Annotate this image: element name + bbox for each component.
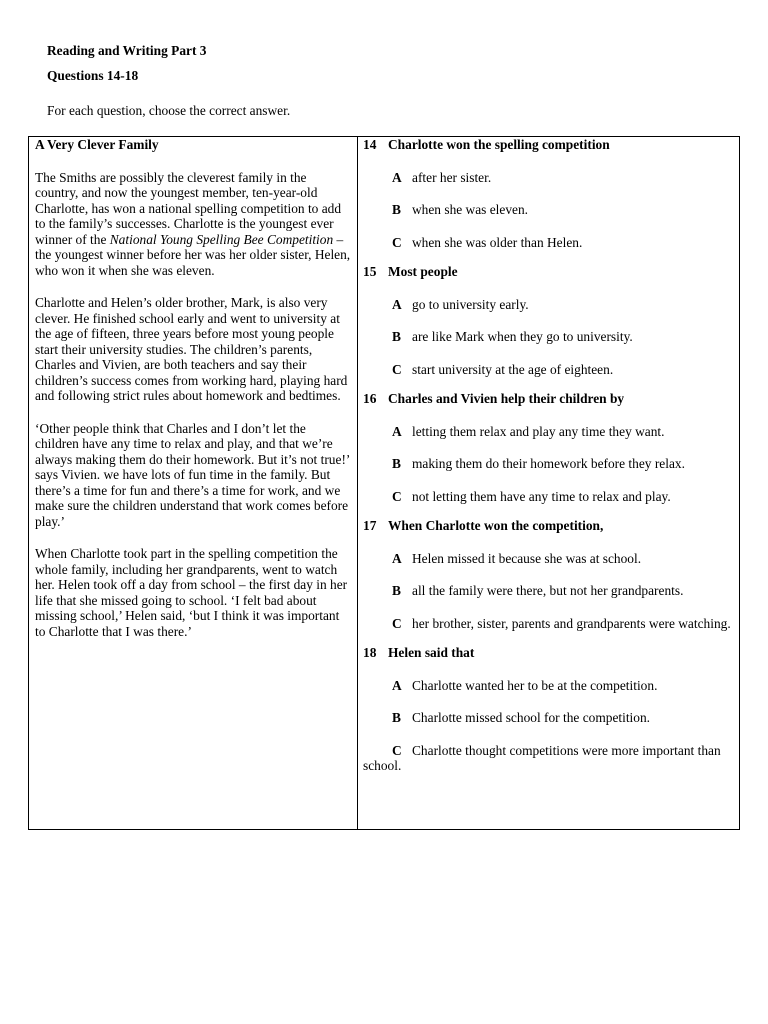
answer-option[interactable]: [363, 456, 733, 472]
question-16: [363, 391, 733, 504]
option-letter: B: [392, 456, 401, 471]
option-text: when she was eleven.: [412, 202, 529, 217]
question-17: [363, 518, 733, 631]
question-text: Charlotte won the spelling competition: [388, 137, 610, 152]
question-number: 15: [363, 264, 377, 279]
answer-option[interactable]: [363, 489, 733, 505]
instruction-text: For each question, choose the correct answer.: [47, 103, 291, 118]
question-stem: [363, 264, 733, 280]
question-stem: [363, 645, 733, 661]
option-letter: C: [392, 234, 402, 250]
option-text: Helen missed it because she was at school.: [412, 550, 642, 566]
passage-paragraph-2: Charlotte and Helen’s older brother, Mark, is also very clever. He finished school early and went to university at the age of fifteen, three years before most young people start their university studies. The children’s parents, Charles and Vivien, are both teachers and say their children’s success comes from working hard, playing hard and following strict rules about homework and bedtimes.: [35, 295, 348, 403]
option-text: Charlotte missed school for the competition.: [412, 710, 651, 725]
option-letter: B: [392, 329, 401, 344]
answer-option[interactable]: [363, 743, 733, 774]
answer-option[interactable]: [363, 202, 733, 218]
paragraph-text: – the youngest winner before her was her older sister, Helen, who won it when she was eleven.: [35, 231, 351, 278]
question-14: [363, 137, 733, 250]
passage-paragraph-4: When Charlotte took part in the spelling competition the whole family, including her grandparents, went to watch her. Helen took off a day from school – the first day in her life that she missed going to school. ‘I felt bad about missing school,’ Helen said, ‘but I think it was important to Charlotte that I was there.’: [35, 546, 348, 639]
question-text: Helen said that: [388, 645, 475, 660]
questions-column: [358, 137, 739, 829]
option-text: her brother, sister, parents and grandparents were watching.: [412, 615, 731, 631]
question-number: 16: [363, 391, 377, 406]
option-text: making them do their homework before they relax.: [412, 456, 685, 471]
answer-option[interactable]: [363, 424, 733, 440]
answer-option[interactable]: [363, 297, 733, 313]
option-letter: C: [392, 742, 402, 758]
option-letter: A: [392, 423, 402, 439]
answer-option[interactable]: [363, 710, 733, 726]
answer-option[interactable]: [363, 329, 733, 345]
exercise-table: [28, 136, 740, 830]
option-letter: C: [392, 615, 402, 631]
option-letter: A: [392, 677, 402, 693]
question-stem: [363, 391, 733, 407]
option-text: Charlotte wanted her to be at the competition.: [412, 677, 658, 693]
option-text: all the family were there, but not her grandparents.: [412, 583, 684, 598]
question-15: [363, 264, 733, 377]
passage-paragraph-1: [35, 170, 351, 279]
option-text: go to university early.: [412, 296, 529, 312]
question-18: [363, 645, 733, 774]
option-text: letting them relax and play any time they want.: [412, 423, 665, 439]
option-letter: C: [392, 361, 402, 377]
answer-option[interactable]: [363, 583, 733, 599]
option-text: when she was older than Helen.: [412, 234, 583, 250]
question-text: Charles and Vivien help their children by: [388, 391, 625, 406]
answer-option[interactable]: [363, 678, 733, 694]
option-letter: B: [392, 583, 401, 598]
question-number: 18: [363, 645, 377, 660]
option-letter: A: [392, 550, 402, 566]
answer-option[interactable]: [363, 616, 733, 632]
option-text: start university at the age of eighteen.: [412, 361, 614, 377]
page-header: [47, 42, 727, 120]
option-text: after her sister.: [412, 169, 492, 185]
passage-paragraph-3: ‘Other people think that Charles and I don’t let the children have any time to relax and play, and that we’re always making them do their homework. But it’s not true!’ says Vivien. we have lots of fun time in the family. But there’s a time for fun and there’s a time for work, and we make sure the children understand that work comes before play.’: [35, 420, 350, 529]
competition-name: National Young Spelling Bee Competition: [109, 231, 334, 247]
section-title: Reading and Writing Part 3: [47, 43, 207, 58]
question-stem: [363, 518, 733, 534]
answer-option[interactable]: [363, 235, 733, 251]
option-letter: A: [392, 296, 402, 312]
passage-title: A Very Clever Family: [35, 137, 159, 152]
paragraph-text: The Smiths are possibly the cleverest family in the country, and now the youngest member, ten-year-old Charlotte, has won a national spelling competition to add to the family’s successes. Charlotte is the youngest ever winner of the: [35, 169, 342, 247]
question-stem: [363, 137, 733, 153]
question-number: 14: [363, 137, 377, 152]
option-letter: B: [392, 710, 401, 725]
answer-option[interactable]: [363, 362, 733, 378]
option-text: are like Mark when they go to university.: [412, 329, 633, 344]
option-letter: A: [392, 169, 402, 185]
questions-range: Questions 14-18: [47, 68, 139, 83]
option-text: not letting them have any time to relax and play.: [412, 488, 671, 504]
answer-option[interactable]: [363, 170, 733, 186]
question-text: Most people: [388, 264, 458, 279]
option-text: Charlotte thought competitions were more important than school.: [363, 742, 721, 773]
reading-passage: [29, 137, 358, 829]
question-number: 17: [363, 518, 377, 533]
question-text: When Charlotte won the competition,: [388, 518, 604, 533]
answer-option[interactable]: [363, 551, 733, 567]
option-letter: B: [392, 202, 401, 217]
option-letter: C: [392, 488, 402, 504]
